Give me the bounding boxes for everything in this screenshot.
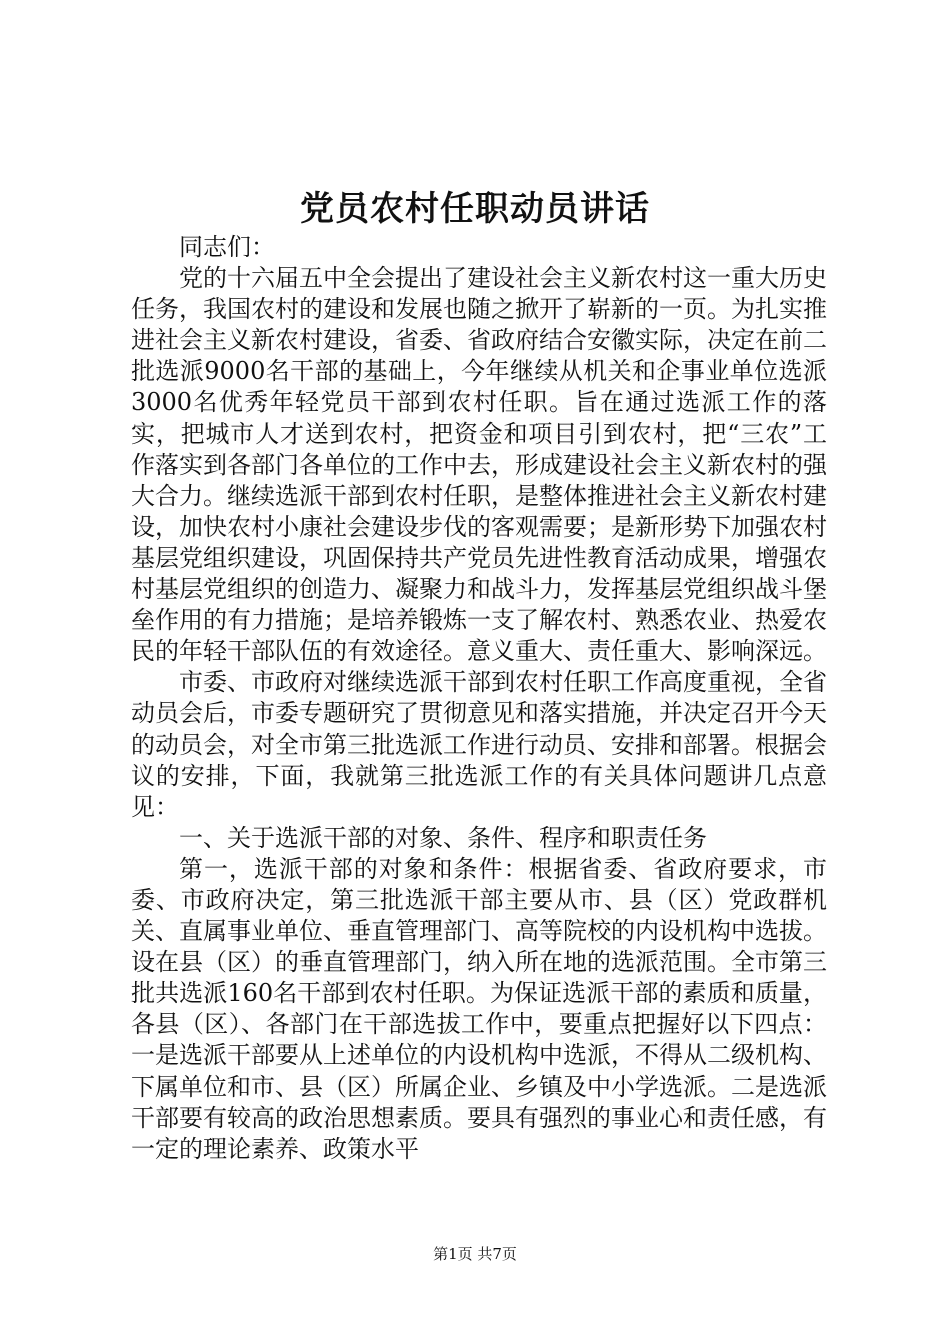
section-heading: 一、关于选派干部的对象、条件、程序和职责任务 bbox=[179, 823, 707, 852]
document-body bbox=[131, 232, 827, 1165]
body-paragraph: 市委、市政府对继续选派干部到农村任职工作高度重视，全省动员会后，市委专题研究了贯彻意见和落实措施，并决定召开今天的动员会，对全市第三批选派工作进行动员、安排和部署。根据会议的安排，下面，我就第三批选派工作的有关具体问题讲几点意见： bbox=[131, 668, 827, 821]
salutation-paragraph: 同志们： bbox=[179, 233, 275, 261]
body-paragraph: 第一，选派干部的对象和条件：根据省委、省政府要求，市委、市政府决定，第三批选派干部主要从市、县（区）党政群机关、直属事业单位、垂直管理部门、高等院校的内设机构中选拔。设在县（区）的垂直管理部门，纳入所在地的选派范围。全市第三批共选派160名干部到农村任职。为保证选派干部的素质和质量，各县（区）、各部门在干部选拔工作中，要重点把握好以下四点：一是选派干部要从上述单位的内设机构中选派，不得从二级机构、下属单位和市、县（区）所属企业、乡镇及中小学选派。二是选派干部要有较高的政治思想素质。要具有强烈的事业心和责任感，有一定的理论素养、政策水平 bbox=[131, 854, 827, 1163]
page-number-footer: 第1页 共7页 bbox=[433, 1245, 517, 1263]
body-paragraph: 党的十六届五中全会提出了建设社会主义新农村这一重大历史任务，我国农村的建设和发展也随之掀开了崭新的一页。为扎实推进社会主义新农村建设，省委、省政府结合安徽实际，决定在前二批选派9000名干部的基础上，今年继续从机关和企事业单位选派3000名优秀年轻党员干部到农村任职。旨在通过选派工作的落实，把城市人才送到农村，把资金和项目引到农村，把“三农”工作落实到各部门各单位的工作中去，形成建设社会主义新农村的强大合力。继续选派干部到农村任职，是整体推进社会主义新农村建设，加快农村小康社会建设步伐的客观需要；是新形势下加强农村基层党组织建设，巩固保持共产党员先进性教育活动成果，增强农村基层党组织的创造力、凝聚力和战斗力，发挥基层党组织战斗堡垒作用的有力措施；是培养锻炼一支了解农村、熟悉农业、热爱农民的年轻干部队伍的有效途径。意义重大、责任重大、影响深远。 bbox=[131, 264, 827, 666]
document-title: 党员农村任职动员讲话 bbox=[300, 189, 650, 229]
